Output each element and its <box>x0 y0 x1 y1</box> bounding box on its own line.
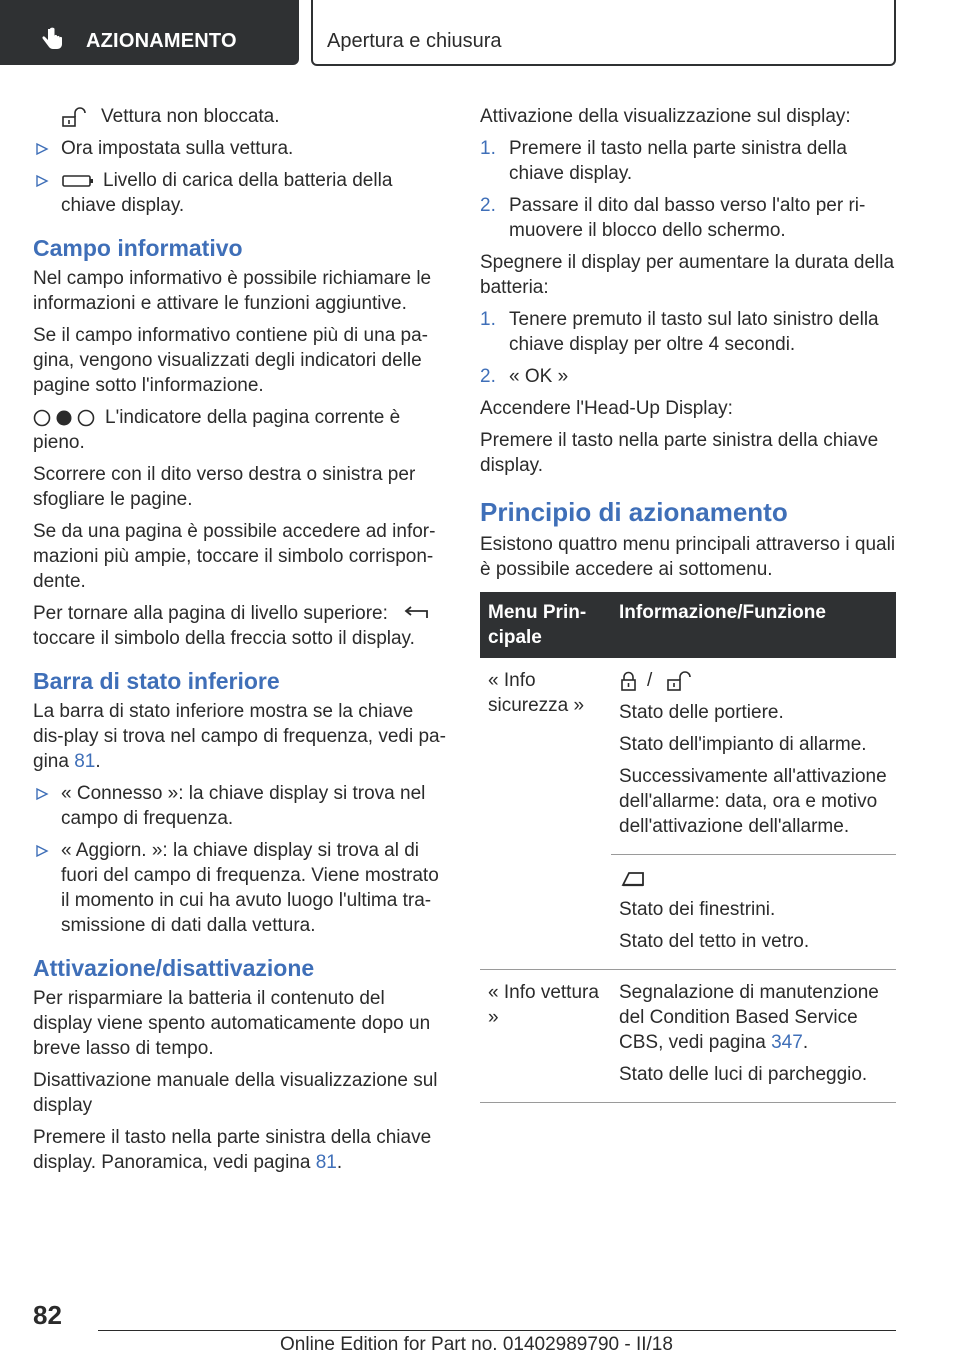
page-link[interactable]: 81 <box>74 751 96 772</box>
paragraph: Esistono quattro menu principali attraverso i quali è possibile accedere ai sottomenu. <box>480 534 896 580</box>
info-cell: Segnalazione di manutenzione del Condition Based Service CBS, vedi pagina 347. Stato delle luci di parcheggio. <box>611 970 896 1103</box>
table-row <box>480 970 896 1103</box>
section-title: AZIONAMENTO <box>86 30 237 52</box>
table-header-row <box>480 592 896 658</box>
bullet-item: Ora impostata sulla vettura. <box>33 136 448 161</box>
unlocked-lock-icon <box>61 106 93 128</box>
footer-divider <box>98 1330 896 1331</box>
page-number: 82 <box>33 1300 62 1330</box>
hand-pointer-icon <box>38 26 66 54</box>
triangle-bullet-icon <box>35 844 49 858</box>
unlocked-line: Vettura non bloccata. <box>33 104 448 129</box>
triangle-bullet-icon <box>35 142 49 156</box>
paragraph: Attivazione della visualizzazione sul display: <box>480 106 851 127</box>
paragraph: Nel campo informativo è possibile richiamare le informazioni e attivare le funzioni aggiuntive. <box>33 268 432 314</box>
paragraph: Accendere l'Head-Up Display: <box>480 398 733 419</box>
chapter-title: Apertura e chiusura <box>327 30 502 52</box>
menu-table <box>480 592 896 1103</box>
page-link[interactable]: 347 <box>771 1032 803 1053</box>
paragraph: Spegnere il display per aumentare la durata della batteria: <box>480 252 895 298</box>
status-paragraph: La barra di stato inferiore mostra se la chiave dis-play si trova nel campo di frequenza, vedi pa-gina 81. <box>33 701 446 772</box>
info-cell: / Stato delle portiere. Stato dell'impianto di allarme. Successivamente all'attivazione dell'allarme: data, ora e motivo dell'attivazione dell'allarme. <box>611 658 896 855</box>
column-header: Informazione/Funzione <box>611 592 896 658</box>
info-cell: Stato dei finestrini. Stato del tetto in vetro. <box>611 855 896 970</box>
menu-cell: « Info sicurezza » <box>480 658 611 970</box>
page-link[interactable]: 81 <box>315 1152 337 1173</box>
paragraph: Per risparmiare la batteria il contenuto del display viene spento automaticamente dopo un breve lasso di tempo. <box>33 988 431 1059</box>
table-row <box>480 658 896 855</box>
numbered-step: 1. Tenere premuto il tasto sul lato sinistro della chiave display per oltre 4 secondi. <box>480 309 879 355</box>
window-icon-line <box>619 865 888 890</box>
numbered-step: 2. Passare il dito dal basso verso l'alto per ri-muovere il blocco dello schermo. <box>480 195 866 241</box>
locked-lock-icon <box>619 670 639 692</box>
paragraph: Premere il tasto nella parte sinistra della chiave display. <box>480 430 879 476</box>
battery-icon <box>61 173 95 189</box>
triangle-bullet-icon <box>35 787 49 801</box>
footer-edition: Online Edition for Part no. 01402989790 - II/18 <box>280 1334 673 1355</box>
bullet-item: Livello di carica della batteria della chiave display. <box>33 168 448 218</box>
chapter-tab <box>311 0 896 66</box>
left-column <box>33 104 448 1182</box>
overview-paragraph: Premere il tasto nella parte sinistra della chiave display. Panoramica, vedi pagina 81. <box>33 1127 432 1173</box>
heading-principle: Principio di azionamento <box>480 497 788 527</box>
triangle-bullet-icon <box>35 174 49 188</box>
bullet-item: « Connesso »: la chiave display si trova nel campo di frequenza. <box>33 781 448 831</box>
lock-icons-line: / <box>619 668 888 693</box>
page-indicator-paragraph: L'indicatore della pagina corrente è pieno. <box>33 407 401 453</box>
menu-cell: « Info vettura » <box>480 970 611 1103</box>
paragraph: Scorrere con il dito verso destra o sinistra per sfogliare le pagine. <box>33 464 416 510</box>
back-arrow-icon <box>403 605 433 623</box>
back-paragraph: Per tornare alla pagina di livello superiore: toccare il simbolo della freccia sotto il display. <box>33 601 448 651</box>
heading-info-field: Campo informativo <box>33 235 243 261</box>
heading-activation: Attivazione/disattivazione <box>33 955 315 981</box>
unlocked-lock-icon <box>666 670 696 692</box>
numbered-step: 1. Premere il tasto nella parte sinistra della chiave display. <box>480 138 847 184</box>
numbered-step: 2. « OK » <box>480 366 569 387</box>
paragraph: Se il campo informativo contiene più di una pa-gina, vengono visualizzati degli indicatori delle pagine sotto l'informazione. <box>33 325 429 396</box>
heading-status-bar: Barra di stato inferiore <box>33 668 280 694</box>
section-tab <box>0 0 299 65</box>
right-column <box>480 104 896 1103</box>
paragraph: Disattivazione manuale della visualizzazione sul display <box>33 1070 438 1116</box>
paragraph: Se da una pagina è possibile accedere ad infor-mazioni più ampie, toccare il simbolo corrispon-dente. <box>33 521 436 592</box>
car-window-icon <box>619 867 649 889</box>
bullet-item: « Aggiorn. »: la chiave display si trova al di fuori del campo di frequenza. Viene mostrato il momento in cui ha avuto luogo l'ultima tra-smissione di dati dalla vettura. <box>33 838 448 938</box>
column-header: Menu Prin-cipale <box>480 592 611 658</box>
page-indicator-dots-icon <box>33 408 97 428</box>
